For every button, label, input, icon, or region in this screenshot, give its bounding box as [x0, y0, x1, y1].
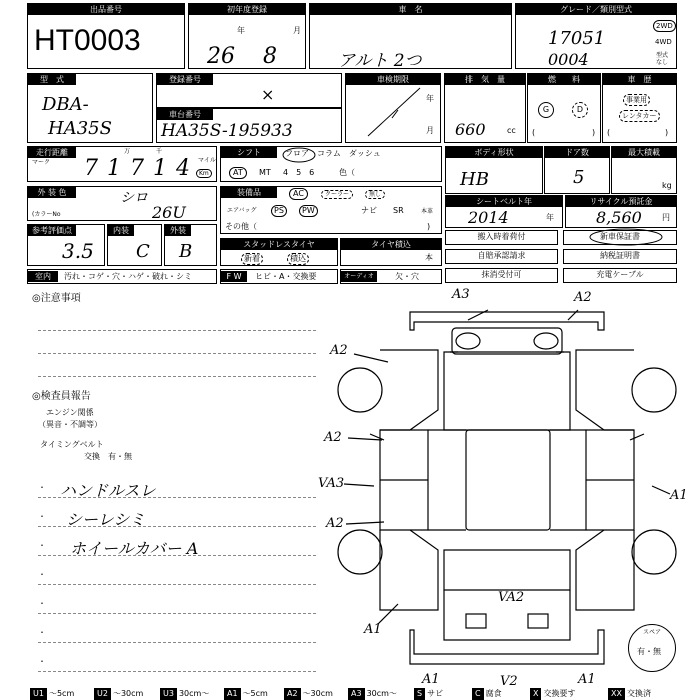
equip-airbag: エアバッグ: [227, 207, 257, 214]
legend-code: A2: [284, 688, 301, 700]
legend-item: [530, 688, 575, 700]
legend-code: A3: [348, 688, 365, 700]
legend-text: 〜5cm: [242, 689, 268, 698]
capacity-box: [611, 146, 677, 194]
color-box: [27, 186, 217, 221]
color-code: 26U: [152, 203, 186, 222]
spare-label: スペア: [643, 629, 662, 636]
ref-score-label: 参考評価点: [28, 225, 76, 236]
damage-mark: VA2: [498, 590, 525, 605]
recycle-unit: 円: [662, 213, 670, 222]
tire-load-value: 本: [425, 253, 433, 262]
tire-load-box: [340, 238, 442, 266]
note-line: [38, 642, 316, 643]
capacity-unit: kg: [662, 181, 672, 190]
legend-code: S: [414, 688, 425, 700]
car-name: アルト 2つ: [338, 51, 422, 71]
doors-box: [544, 146, 610, 194]
studless-option1: 新着: [241, 253, 263, 265]
inspection-strike: [346, 74, 442, 144]
month-label: 月: [293, 26, 301, 35]
doc-item: 納税証明書: [563, 249, 677, 264]
model-value2: HA35S: [48, 118, 112, 139]
doc-circle: [588, 228, 664, 246]
legend-text: 〜30cm: [302, 689, 333, 698]
lot-number-box: [27, 3, 185, 69]
mileage-unit-mile: マイル: [198, 157, 216, 164]
shift-mt: MT: [259, 168, 271, 177]
legend-text: 〜5cm: [48, 689, 75, 698]
fw-tag: F W: [221, 271, 247, 282]
legend-text: 交換要す: [543, 689, 576, 698]
interior-tag: 室内: [28, 271, 58, 282]
ref-score: 3.5: [62, 239, 94, 263]
history-paren-open: (: [607, 128, 611, 137]
first-registration-box: [188, 3, 306, 69]
inspection-box: [345, 73, 441, 143]
damage-mark: A1: [422, 672, 440, 687]
note-line: [38, 584, 316, 585]
history-rental: レンタカー: [619, 110, 660, 122]
legend-text: 30cm〜: [366, 689, 397, 698]
exterior-label: 外装: [165, 225, 191, 236]
legend-item: [472, 688, 502, 700]
shift-floor-circle: [281, 147, 317, 163]
fuel-label: 燃 料: [528, 74, 600, 85]
note-bullet: ・: [38, 570, 46, 579]
handwritten-note: ホイールカバー A: [70, 539, 199, 558]
audio-tag: オーディオ: [341, 271, 377, 282]
legend-code: X: [530, 688, 541, 700]
recycle-box: [565, 195, 677, 228]
seatbelt-value: 2014: [468, 208, 509, 227]
equipment-box: [220, 186, 442, 234]
grade-line1: 17051: [548, 28, 606, 49]
damage-mark: A2: [574, 290, 592, 305]
timing-value: 交換 有・無: [84, 452, 132, 461]
damage-mark: A3: [452, 287, 470, 302]
equip-leather: 本革: [421, 208, 434, 215]
shift-box: [220, 146, 442, 182]
note-bullet: ・: [38, 483, 46, 492]
reg-no-label: 登録番号: [157, 74, 213, 85]
damage-mark: A2: [326, 516, 344, 531]
model-box: [27, 73, 153, 143]
legend-text: サビ: [427, 689, 444, 698]
spare-value: 有・無: [637, 647, 661, 656]
displacement-value: 660: [455, 120, 486, 139]
first-reg-label: 初年度登録: [189, 4, 305, 15]
damage-mark: A2: [324, 430, 342, 445]
engine-sub: （異音・不調等）: [38, 420, 102, 429]
inspector-title: ◎検査員報告: [32, 391, 91, 402]
seatbelt-box: [445, 195, 563, 228]
note-bullet: ・: [38, 599, 46, 608]
history-label: 車 歴: [603, 74, 676, 85]
documents-box: [445, 230, 677, 286]
audio-row: [340, 269, 442, 284]
fw-row: [220, 269, 338, 284]
timing-label: タイミングベルト: [40, 440, 104, 449]
color-code-label: (カラーNo: [32, 211, 61, 218]
damage-mark: V2: [500, 674, 518, 689]
legend-code: A1: [224, 688, 241, 700]
lot-number: HT0003: [34, 24, 141, 57]
studless-box: [220, 238, 338, 266]
fuel-paren-open: (: [532, 128, 536, 137]
reg-year: 26: [207, 44, 235, 69]
note-bullet: ・: [38, 657, 46, 666]
doc-item: 充電ケーブル: [563, 268, 677, 283]
chassis-label: 車台番号: [157, 109, 213, 120]
shift-speeds: 4 5 6: [283, 168, 315, 177]
equip-navi: ナビ: [361, 206, 377, 215]
legend-code: U3: [160, 688, 177, 700]
legend-item: [348, 688, 397, 700]
body-shape-box: [445, 146, 543, 194]
studless-label: スタッドレスタイヤ: [221, 239, 337, 250]
studless-option2: 積込: [287, 253, 309, 265]
legend-code: U1: [30, 688, 47, 700]
history-box: [602, 73, 677, 143]
grade-box: [515, 3, 677, 69]
legend-text: 30cm〜: [178, 689, 210, 698]
damage-mark: A1: [578, 672, 596, 687]
legend-code: XX: [608, 688, 625, 700]
legend-item: [30, 688, 74, 700]
equip-sr: SR: [393, 206, 404, 215]
car-name-box: [309, 3, 512, 69]
chassis-value: HA35S-195933: [161, 121, 293, 141]
drive-4wd: 4WD: [655, 38, 672, 46]
shift-label: シフト: [221, 147, 277, 158]
note-bullet: ・: [38, 512, 46, 521]
reg-no-mark: ×: [261, 85, 275, 104]
drive-other: 型式なし: [656, 52, 669, 66]
legend-item: [160, 688, 209, 700]
legend-code: U2: [94, 688, 111, 700]
displacement-label: 排 気 量: [445, 74, 525, 85]
doc-item: 搬入時着荷付: [445, 230, 558, 245]
handwritten-note: ハンドルスレ: [60, 481, 156, 500]
color-label: 外 装 色: [28, 187, 76, 198]
note-line: [38, 613, 316, 614]
handwritten-note: シーレシミ: [66, 510, 146, 529]
car-name-label: 車 名: [310, 4, 511, 15]
note-line: [38, 671, 316, 672]
audio-items: 欠・穴: [395, 272, 419, 281]
damage-mark: VA3: [318, 476, 345, 491]
drive-2wd: 2WD: [653, 20, 676, 32]
color-value: シロ: [120, 190, 148, 206]
model-label: 型 式: [28, 74, 76, 85]
shift-options: フロア コラム ダッシュ: [285, 149, 381, 158]
mileage-km: Km: [196, 169, 212, 178]
note-line: [38, 376, 316, 377]
equip-ps: PS: [271, 205, 287, 217]
insp-year: 年: [426, 94, 434, 103]
seatbelt-unit: 年: [546, 213, 554, 222]
shift-at: AT: [229, 167, 247, 179]
interior-label: 内装: [108, 225, 134, 236]
shift-color: 色（: [339, 168, 355, 177]
interior-items: 汚れ・コゲ・穴・ハゲ・破れ・シミ: [64, 272, 192, 281]
exterior-value: B: [179, 241, 193, 262]
insp-month: 月: [426, 126, 434, 135]
equip-ac: AC: [289, 188, 308, 200]
equip-other-close: ): [427, 222, 431, 231]
equip-none: 無し: [365, 190, 385, 199]
model-value: DBA-: [42, 94, 89, 115]
exterior-box: [164, 224, 217, 266]
body-value: HB: [460, 169, 489, 190]
fw-items: ヒビ・A・交換要: [255, 272, 317, 281]
chassis-box: [156, 108, 342, 143]
recycle-value: 8,560: [596, 208, 642, 227]
tire-load-label: タイヤ積込: [341, 239, 441, 250]
interior-value: C: [136, 241, 150, 262]
engine-label: エンジン関係: [46, 408, 94, 417]
capacity-label: 最大積載: [612, 147, 676, 158]
mileage-label: 走行距離: [28, 147, 76, 158]
inspection-label: 車検期限: [346, 74, 440, 85]
body-label: ボディ形状: [446, 147, 542, 158]
legend-item: [608, 688, 651, 700]
grade-label: グレード／類別型式: [516, 4, 676, 15]
year-label: 年: [237, 26, 245, 35]
damage-mark: A2: [330, 343, 348, 358]
legend-text: 腐食: [485, 689, 502, 698]
displacement-box: [444, 73, 526, 143]
displacement-unit: cc: [507, 126, 516, 135]
equip-cooler: クーラー: [321, 190, 353, 199]
equip-label: 装備品: [221, 187, 277, 198]
fuel-box: [527, 73, 601, 143]
fuel-paren-close: ): [592, 128, 596, 137]
seatbelt-label: シートベルト年: [446, 196, 562, 207]
note-bullet: ・: [38, 541, 46, 550]
equip-other: その他（: [225, 222, 257, 231]
recycle-label: リサイクル預託金: [566, 196, 676, 207]
mileage-unit-man: 万: [124, 148, 131, 155]
legend-item: [224, 688, 268, 700]
mileage-unit-sen: 千: [156, 148, 163, 155]
legend-item: [94, 688, 143, 700]
legend-item: [414, 688, 443, 700]
note-bullet: ・: [38, 628, 46, 637]
meter-label: マーク: [32, 159, 51, 166]
legend-code: C: [472, 688, 484, 700]
legend-text: 〜30cm: [112, 689, 144, 698]
reg-month: 8: [263, 44, 277, 69]
mileage-box: [27, 146, 217, 182]
interior-box: [107, 224, 162, 266]
history-paren-close: ): [665, 128, 669, 137]
fuel-d: D: [572, 102, 588, 118]
history-business: 事業用: [623, 94, 650, 106]
damage-mark: A1: [364, 622, 382, 637]
mileage-value: 71714: [84, 156, 199, 181]
grade-line2: 0004: [548, 50, 589, 69]
damage-mark: A1: [670, 488, 688, 503]
doc-item: 新車保証書: [563, 230, 677, 245]
registration-box: [156, 73, 342, 108]
doors-label: ドア数: [545, 147, 609, 158]
doc-item: 自賠承認請求: [445, 249, 558, 264]
interior-condition-row: [27, 269, 217, 284]
equip-pw: PW: [299, 205, 318, 217]
spare-box: [628, 624, 676, 672]
doors-value: 5: [573, 167, 585, 188]
legend-item: [284, 688, 333, 700]
fuel-g: G: [538, 102, 554, 118]
notes-title: ◎注意事項: [32, 293, 81, 304]
lot-label: 出品番号: [28, 4, 184, 15]
ref-score-box: [27, 224, 105, 266]
note-line: [38, 330, 316, 331]
note-line: [38, 353, 316, 354]
doc-item: 抹消受付可: [445, 268, 558, 283]
legend-text: 交換済: [626, 689, 651, 698]
